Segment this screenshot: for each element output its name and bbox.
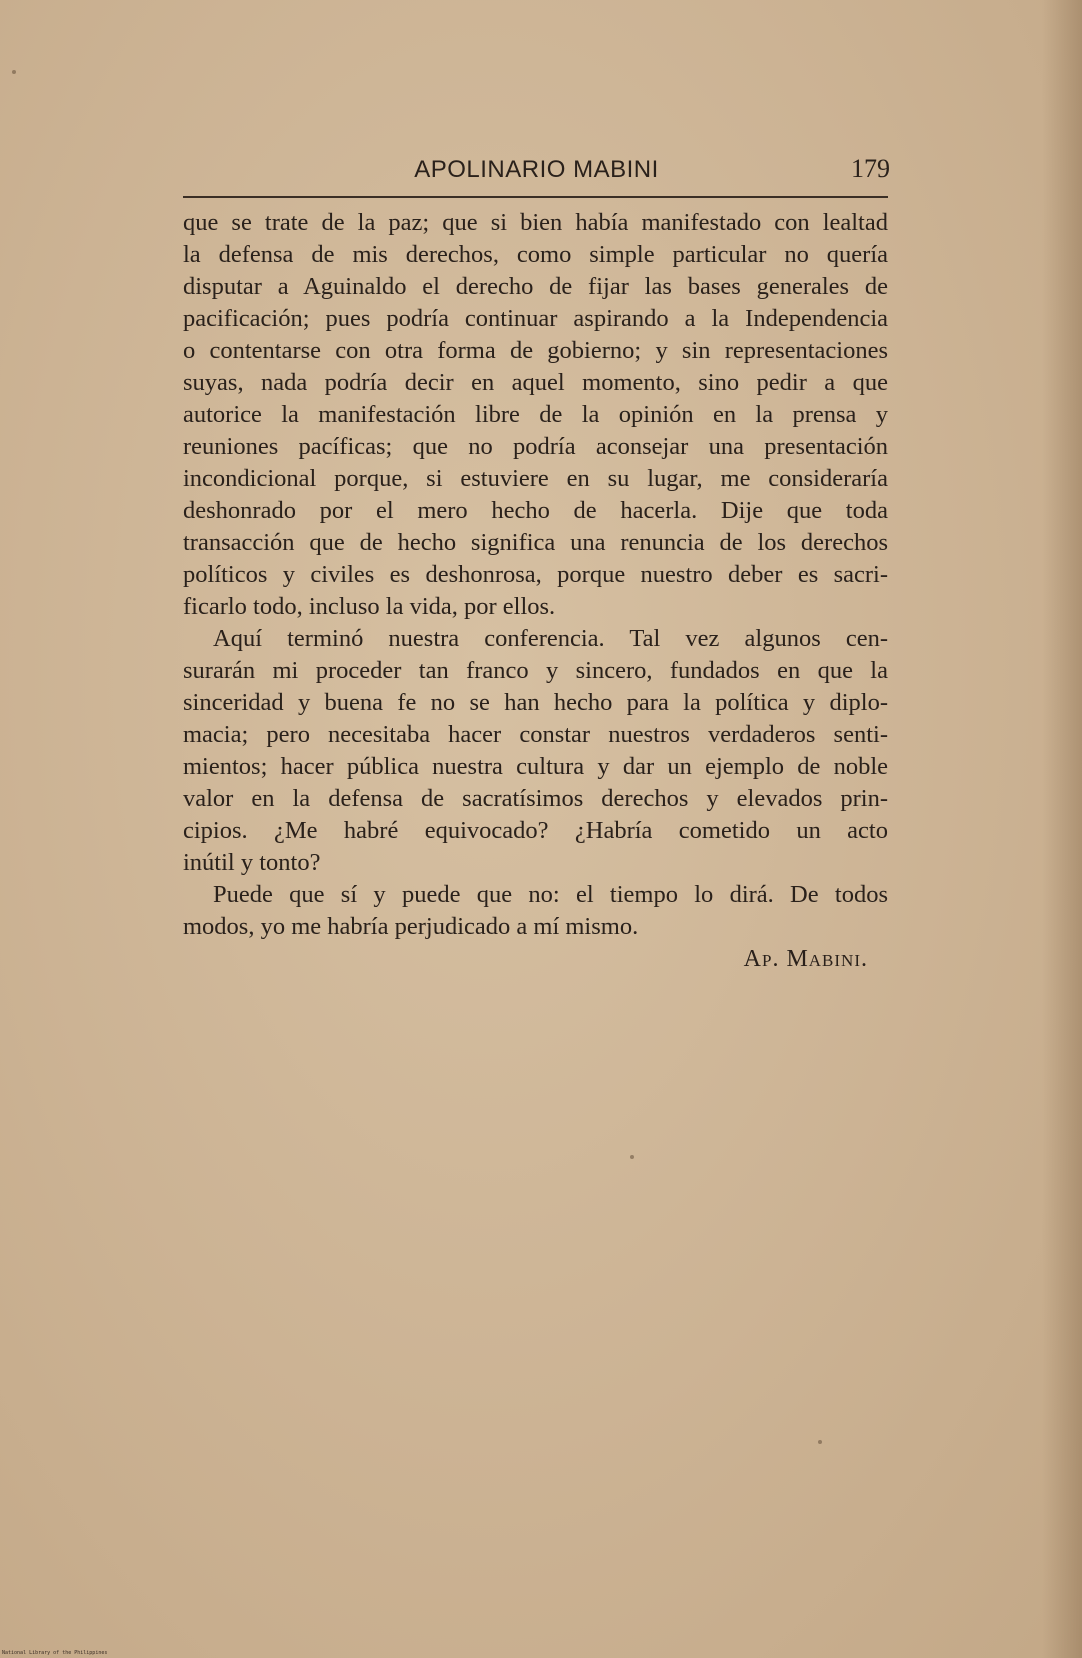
body-text (183, 207, 888, 975)
text-line: pacificación; pues podría continuar aspirando a la Independencia (183, 305, 888, 332)
text-line: que se trate de la paz; que si bien había manifestado con lealtad (183, 209, 888, 236)
text-line: reuniones pacíficas; que no podría aconsejar una presentación (183, 433, 888, 460)
footer-credit: National Library of the Philippines (2, 1650, 108, 1656)
text-line: valor en la defensa de sacratísimos derechos y elevados prin- (183, 785, 888, 812)
text-line: transacción que de hecho significa una renuncia de los derechos (183, 529, 888, 556)
text-line: disputar a Aguinaldo el derecho de fijar las bases generales de (183, 273, 888, 300)
text-line: cipios. ¿Me habré equivocado? ¿Habría cometido un acto (183, 817, 888, 844)
text-line: ficarlo todo, incluso la vida, por ellos. (183, 593, 556, 620)
text-line: incondicional porque, si estuviere en su lugar, me consideraría (183, 465, 888, 492)
text-line: surarán mi proceder tan franco y sincero, fundados en que la (183, 657, 888, 684)
text-line: la defensa de mis derechos, como simple particular no quería (183, 241, 888, 268)
page-number: 179 (851, 154, 890, 183)
running-head (183, 152, 890, 188)
page-edge-shadow (1042, 0, 1082, 1658)
text-line: macia; pero necesitaba hacer constar nuestros verdaderos senti- (183, 721, 888, 748)
paper-speck (818, 1440, 822, 1444)
text-line: políticos y civiles es deshonrosa, porque nuestro deber es sacri- (183, 561, 888, 588)
text-line: modos, yo me habría perjudicado a mí mismo. (183, 913, 639, 940)
text-line: inútil y tonto? (183, 849, 321, 876)
running-title: APOLINARIO MABINI (414, 156, 659, 183)
text-line: suyas, nada podría decir en aquel momento, sino pedir a que (183, 369, 888, 396)
text-line: deshonrado por el mero hecho de hacerla. Dije que toda (183, 497, 888, 524)
paper-speck (12, 70, 16, 74)
text-line: autorice la manifestación libre de la opinión en la prensa y (183, 401, 888, 428)
text-line: o contentarse con otra forma de gobierno; y sin representaciones (183, 337, 888, 364)
text-line: Aquí terminó nuestra conferencia. Tal vez algunos cen- (213, 625, 888, 652)
signature: Ap. Mabini. (743, 946, 868, 972)
paper-speck (630, 1155, 634, 1159)
header-rule (183, 196, 888, 198)
text-line: mientos; hacer pública nuestra cultura y dar un ejemplo de noble (183, 753, 888, 780)
text-line: sinceridad y buena fe no se han hecho para la política y diplo- (183, 689, 888, 716)
text-line: Puede que sí y puede que no: el tiempo lo dirá. De todos (213, 881, 888, 908)
